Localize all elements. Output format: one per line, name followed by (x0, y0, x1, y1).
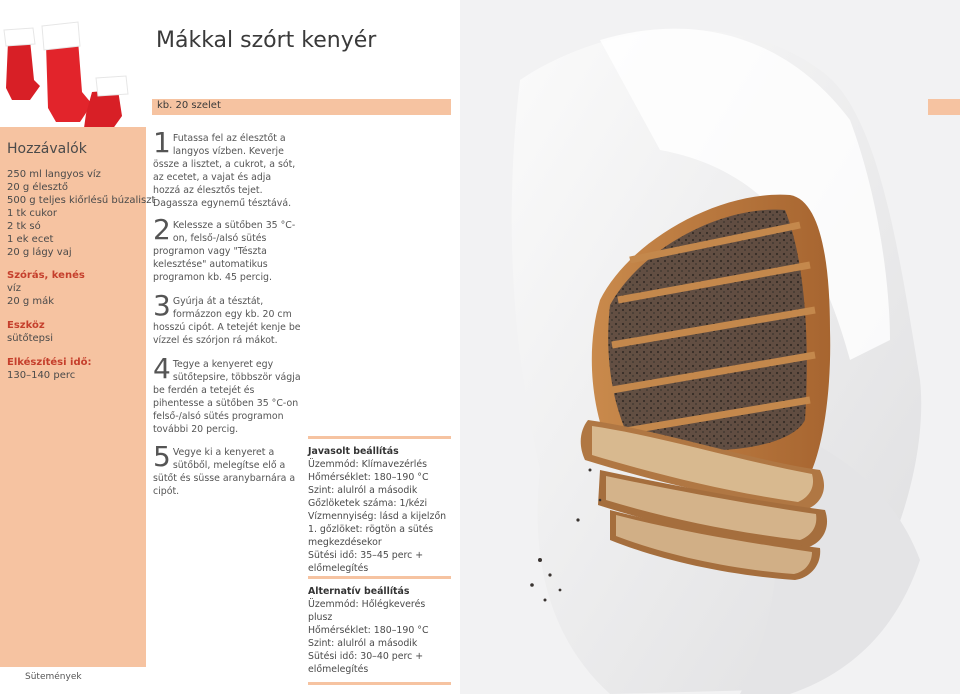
step-text: Kelessze a sütőben 35 °C-on, felső-/alsó sütés programon vagy "Tészta kelesztése" automatikus programon kb. 45 percig. (153, 220, 296, 283)
step-text: Gyúrja át a tésztát, formázzon egy kb. 20 cm hosszú cipót. A tetejét kenje be vízzel és szórjon rá mákot. (153, 296, 301, 346)
ingredients-heading: Hozzávalók (7, 141, 87, 157)
divider (308, 682, 451, 685)
footer-category-label: Sütemények (25, 672, 82, 682)
step-text: Tegye a kenyeret egy sütőtepsire, többször vágja be ferdén a tetejét és pihentesse a sütőben 35 °C-on felső-/alsó sütés programon további 20 percig. (153, 359, 301, 435)
tool-item: sütőtepsi (7, 333, 53, 344)
suggested-settings (308, 436, 451, 575)
ingredient-item: 2 tk só (7, 221, 41, 232)
stocking-left (4, 28, 40, 100)
setting-line: Szint: alulról a második (308, 638, 418, 649)
ingredient-item: 1 ek ecet (7, 234, 54, 245)
step-2 (153, 213, 301, 284)
setting-line: Üzemmód: Klímavezérlés (308, 459, 427, 470)
setting-line: Sütési idő: 30–40 perc + előmelegítés (308, 651, 424, 675)
setting-line: Üzemmód: Hőlégkeverés plusz (308, 599, 426, 623)
setting-line: Szint: alulról a második (308, 485, 418, 496)
bread-in-cloth-illustration (460, 0, 960, 694)
ingredient-item: 1 tk cukor (7, 208, 57, 219)
setting-line: Vízmennyiség: lásd a kijelzőn (308, 511, 447, 522)
divider (308, 436, 451, 439)
bread-photo (460, 0, 960, 694)
step-1 (153, 126, 301, 210)
stocking-middle (42, 22, 92, 122)
christmas-stockings-decoration (0, 16, 135, 131)
topping-heading: Szórás, kenés (7, 270, 85, 281)
stocking-right (84, 76, 128, 130)
alternative-settings (308, 576, 451, 685)
serving-bar (152, 99, 451, 115)
prep-time-value: 130–140 perc (7, 370, 76, 381)
step-number: 1 (153, 126, 171, 159)
step-4 (153, 352, 301, 436)
alternative-settings-heading: Alternatív beállítás (308, 586, 410, 597)
suggested-settings-heading: Javasolt beállítás (308, 446, 399, 457)
ingredients-sidebar (0, 127, 156, 667)
ingredient-item: 250 ml langyos víz (7, 169, 101, 180)
ingredient-item: 20 g lágy vaj (7, 247, 72, 258)
step-5 (153, 440, 301, 498)
setting-line: Gőzlöketek száma: 1/kézi (308, 498, 428, 509)
serving-size: kb. 20 szelet (157, 100, 221, 111)
setting-line: 1. gőzlöket: rögtön a sütés megkezdésekor (308, 524, 434, 548)
topping-item: 20 g mák (7, 296, 55, 307)
page-title: Mákkal szórt kenyér (156, 28, 377, 53)
step-text: Vegye ki a kenyeret a sütőből, melegítse elő a sütőt és süsse aranybarnára a cipót. (153, 447, 296, 497)
setting-line: Hőmérséklet: 180–190 °C (308, 472, 429, 483)
step-number: 3 (153, 289, 171, 322)
step-3 (153, 289, 301, 347)
prep-time-heading: Elkészítési idő: (7, 357, 92, 368)
ingredient-item: 500 g teljes kiőrlésű búzaliszt (7, 195, 156, 206)
setting-line: Hőmérséklet: 180–190 °C (308, 625, 429, 636)
tool-heading: Eszköz (7, 320, 45, 331)
step-number: 5 (153, 440, 171, 473)
step-number: 2 (153, 213, 171, 246)
page-tab-accent (928, 99, 960, 115)
divider (308, 576, 451, 579)
step-text: Futassa fel az élesztőt a langyos vízben. Keverje össze a lisztet, a cukrot, a sót, az ecetet, a vajat és adja hozzá az élesztős tejet. Dagassza egynemű tésztává. (153, 133, 296, 209)
step-number: 4 (153, 352, 171, 385)
ingredient-item: 20 g élesztő (7, 182, 69, 193)
topping-item: víz (7, 283, 21, 294)
setting-line: Sütési idő: 35–45 perc + előmelegítés (308, 550, 424, 574)
